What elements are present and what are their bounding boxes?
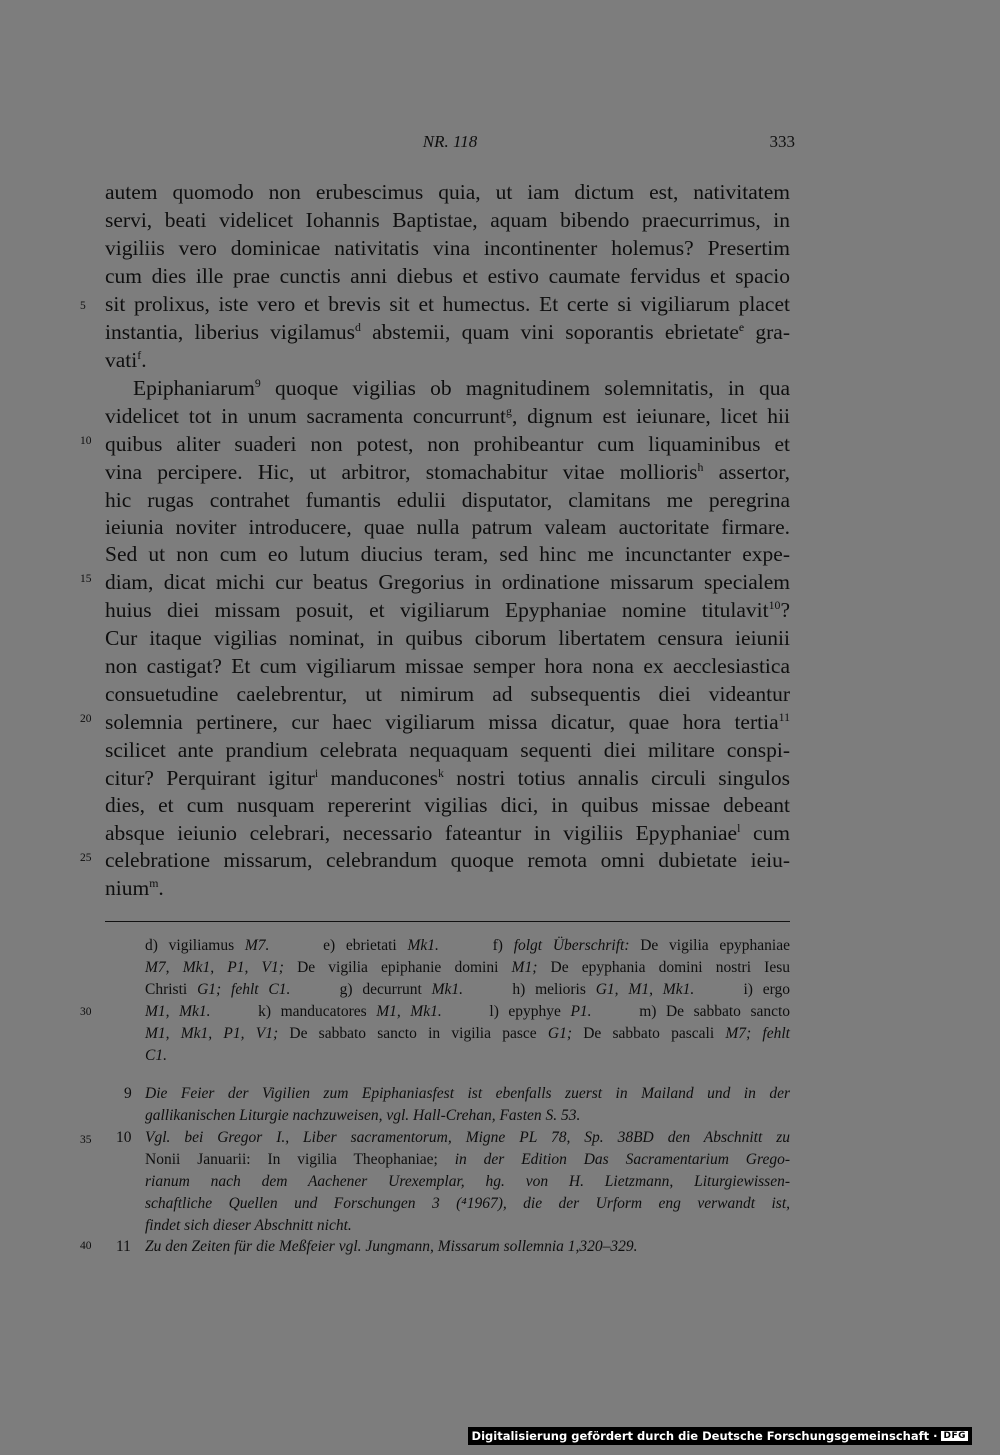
note-line: gallikanischen Liturgie nachzuweisen, vgl. Hall-Crehan, Fasten S. 53.	[145, 1107, 581, 1124]
note-line: Vgl. bei Gregor I., Liber sacramentorum, Migne PL 78, Sp. 38BD den Abschnitt zu	[145, 1129, 790, 1146]
line-number: 10	[80, 435, 92, 447]
note-line: Die Feier der Vigilien zum Epiphaniasfest ist ebenfalls zuerst in Mailand und in der	[145, 1085, 790, 1102]
running-head-title: NR. 118	[422, 132, 478, 151]
line-number: 15	[80, 573, 92, 585]
note-line: Zu den Zeiten für die Meßfeier vgl. Jungmann, Missarum sollemnia 1,320–329.	[145, 1238, 638, 1255]
apparatus-marker: h	[697, 459, 704, 474]
dfg-logo: DFG	[943, 1431, 966, 1441]
apparatus-marker: m	[149, 875, 159, 890]
apparatus-marker: k	[437, 765, 444, 780]
footnote-rule	[105, 921, 790, 922]
text-line: cum dies ille prae cunctis anni diebus et estivo caumate fervidus et spacio	[105, 264, 790, 288]
text-line: diam, dicat michi cur beatus Gregorius in ordinatione missarum specialem	[105, 570, 790, 594]
line-number: 35	[80, 1134, 92, 1146]
text-line: huius diei missam posuit, et vigiliarum Epyphaniae nomine titulavit$^{10}$?	[105, 597, 790, 622]
text-line: videlicet tot in unum sacramenta concurrunt$^g$, dignum est ieiunare, licet hii	[105, 403, 790, 428]
text-line: Cur itaque vigilias nominat, in quibus ciborum libertatem censura ieiunii	[105, 626, 790, 650]
note-marker: 10	[768, 597, 781, 612]
line-number: 25	[80, 852, 92, 864]
apparatus-line: d) vigiliamus M7. e) ebrietati Mk1. f) folgt Überschrift: De vigilia epyphaniae	[145, 937, 790, 954]
text-line: servi, beati videlicet Iohannis Baptistae, aquam bibendo praecurrimus, in	[105, 208, 790, 232]
apparatus-line: M7, Mk1, P1, V1; De vigilia epiphanie domini M1; De epyphania domini nostri Iesu	[145, 959, 790, 976]
note-line: rianum nach dem Aachener Urexemplar, hg. von H. Lietzmann, Liturgiewissen-	[145, 1173, 790, 1190]
note-marker: 11	[778, 709, 790, 724]
line-number: 20	[80, 713, 92, 725]
text-line: non castigat? Et cum vigiliarum missae semper hora nona ex aecclesiastica	[105, 654, 790, 678]
line-number: 30	[80, 1006, 92, 1018]
text-line: citur? Perquirant igitur$^i$ manducones$^k$ nostri totius annalis circuli singulos	[105, 765, 790, 790]
apparatus-marker: i	[314, 765, 319, 780]
text-line: quibus aliter suaderi non potest, non prohibeantur cum liquaminibus et	[105, 432, 790, 456]
line-number: 40	[80, 1240, 92, 1252]
text-line: scilicet ante prandium celebrata nequaquam sequenti diei militare conspi-	[105, 738, 790, 762]
note-line: findet sich dieser Abschnitt nicht.	[145, 1217, 352, 1234]
text-line: Sed ut non cum eo lutum diucius teram, sed hinc me incunctanter expe-	[105, 542, 790, 566]
text-line: hic rugas contrahet fumantis edulii disputator, clamitans me peregrina	[105, 488, 790, 512]
note-line: Nonii Januarii: In vigilia Theophaniae; in der Edition Das Sacramentarium Grego-	[145, 1151, 790, 1168]
page-number: 333	[769, 132, 795, 151]
apparatus-marker: d	[354, 319, 361, 334]
text-line: instantia, liberius vigilamus$^d$ abstemii, quam vini soporantis ebrietate$^e$ gra-	[105, 319, 790, 344]
line-number: 5	[80, 300, 86, 312]
apparatus-line: Christi G1; fehlt C1. g) decurrunt Mk1. h) melioris G1, M1, Mk1. i) ergo	[145, 981, 791, 998]
running-head	[105, 132, 795, 156]
apparatus-marker: e	[738, 319, 745, 334]
text-line: ieiunia noviter introducere, quae nulla patrum valeam auctoritate firmare.	[105, 515, 790, 539]
apparatus-line: M1, Mk1. k) manducatores M1, Mk1. l) epyphye P1. m) De sabbato sancto	[145, 1003, 791, 1020]
text-line: Epiphaniarum$^9$ quoque vigilias ob magnitudinem solemnitatis, in qua	[133, 375, 790, 400]
apparatus-marker: l	[737, 820, 741, 835]
text-line: vina percipere. Hic, ut arbitror, stomachabitur vitae mollioris$^h$ assertor,	[105, 459, 790, 484]
note-number: 10	[116, 1129, 132, 1146]
note-marker: 9	[254, 375, 261, 390]
apparatus-line: M1, Mk1, P1, V1; De sabbato sancto in vigilia pasce G1; De sabbato pascali M7; fehlt	[145, 1025, 790, 1042]
credit-text: Digitalisierung gefördert durch die Deutsche Forschungsgemeinschaft ·	[471, 1429, 938, 1443]
apparatus-marker: f	[137, 347, 142, 362]
digitization-credit	[468, 1427, 972, 1445]
text-line: sit prolixus, iste vero et brevis sit et humectus. Et certe si vigiliarum placet	[105, 292, 790, 316]
text-line: nium$^m$.	[105, 875, 164, 900]
text-line: vigiliis vero dominicae nativitatis vina incontinenter holemus? Presertim	[105, 236, 790, 260]
text-line: autem quomodo non erubescimus quia, ut iam dictum est, nativitatem	[105, 180, 790, 204]
text-line: dies, et cum nusquam repererint vigilias dici, in quibus missae debeant	[105, 793, 790, 817]
note-number: 11	[116, 1238, 131, 1255]
apparatus-marker: g	[506, 403, 512, 418]
text-line: celebratione missarum, celebrandum quoque remota omni dubietate ieiu-	[105, 848, 790, 872]
text-line: vati$^f$.	[105, 347, 147, 372]
text-line: solemnia pertinere, cur haec vigiliarum missa dicatur, quae hora tertia$^{11}$	[105, 709, 790, 734]
text-line: absque ieiunio celebrari, necessario fateantur in vigiliis Epyphaniae$^l$ cum	[105, 820, 790, 845]
apparatus-line: C1.	[145, 1047, 167, 1064]
note-number: 9	[124, 1085, 132, 1102]
text-line: consuetudine caelebrentur, ut nimirum ad subsequentis diei videantur	[105, 682, 790, 706]
note-line: schaftliche Quellen und Forschungen 3 (⁴1967), die der Urform eng verwandt ist,	[145, 1195, 790, 1212]
